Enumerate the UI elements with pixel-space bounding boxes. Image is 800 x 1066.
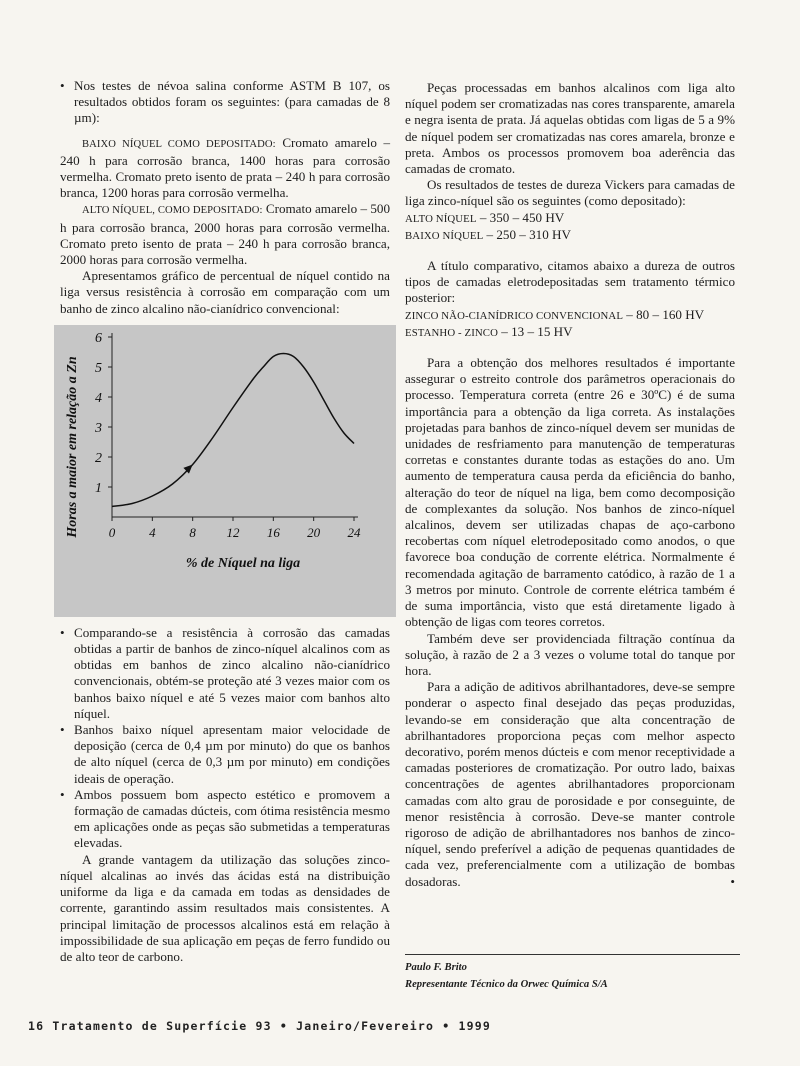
author-name: Paulo F. Brito xyxy=(405,962,467,973)
hv-tin-label: ESTANHO - ZINCO xyxy=(405,326,498,339)
nickel-corrosion-chart xyxy=(54,325,396,617)
right-column xyxy=(405,80,735,890)
salt-spray-bullet-list xyxy=(60,78,390,127)
author-signature xyxy=(405,954,740,993)
left-column xyxy=(60,78,390,965)
vickers-intro: Os resultados de testes de dureza Vickers para camadas de liga zinco-níquel são os seguintes (como depositado): xyxy=(405,177,735,209)
article-end-mark: • xyxy=(730,873,735,889)
chart-svg xyxy=(54,325,396,617)
comparison-bullet-2: • Banhos baixo níquel apresentam maior velocidade de deposição (cerca de 0,4 µm por minuto) do que os banhos de alto níquel (cerca de 0,3 µm por minuto) em condições ideais de operação. xyxy=(60,722,390,787)
result-low-label: BAIXO NÍQUEL COMO DEPOSITADO: xyxy=(82,138,276,150)
hv-conventional-zinc xyxy=(405,307,735,324)
chart-y-tick-label: 4 xyxy=(95,390,102,406)
comparison-bullet-3: • Ambos possuem bom aspecto estético e promovem a formação de camadas dúcteis, com ótima resistência mesmo em aplicações onde as peças são submetidas a temperaturas elevadas. xyxy=(60,787,390,852)
chart-x-tick-label: 4 xyxy=(149,524,156,540)
comparison-paragraph: A título comparativo, citamos abaixo a dureza de outros tipos de camadas eletrodepositadas sem tratamento térmico posterior: xyxy=(405,258,735,306)
result-low-nickel xyxy=(60,135,390,202)
chart-y-tick-label: 2 xyxy=(95,450,102,466)
result-high-text: Cromato amarelo – 500 h para corrosão branca, 2000 horas para corrosão vermelha. Cromato preto isento de prata – 240 h para corrosão branca, 2000 horas para corrosão vermelha. xyxy=(60,201,390,268)
hv-low-nickel xyxy=(405,227,735,244)
hv-high-value: – 350 – 450 HV xyxy=(476,209,565,225)
brighteners-text: Para a adição de aditivos abrilhantadores, deve-se sempre ponderar o aspecto final desejado das peças produzidas, levando-se em consideração que alta concentração de abrilhantadores proporciona peças com melhor aspecto decorativo, porém menos dúcteis e com menor receptividade a camadas posteriores de cromatização. Por outro lado, baixas concentrações de agentes abrilhantadores proporcionam camadas com alto grau de porosidade e por conseguinte, de menor resistência à corrosão. Deve-se manter controle rigoroso de adição de abrilhantadores nos banhos de zinco-níquel, sendo preferível a adição de pequenas quantidades de cada vez, preferencialmente com a utilização de bombas dosadoras. xyxy=(405,679,735,889)
signature-rule xyxy=(405,954,740,955)
comparison-bullet-list xyxy=(60,625,390,852)
filtration-paragraph: Também deve ser providenciada filtração contínua da solução, à razão de 2 a 3 vezes o volume total do tanque por hora. xyxy=(405,630,735,678)
hv-tin-value: – 13 – 15 HV xyxy=(498,323,573,339)
brighteners-paragraph xyxy=(405,679,735,890)
process-control-paragraph: Para a obtenção dos melhores resultados é importante assegurar o estreito controle dos parâmetros operacionais do processo. Temperatura correta (entre 26 e 30ºC) é de suma importância para a obtenção da liga correta. As instalações projetadas para banhos de zinco-níquel devem ser munidas de unidades de resfriamento para manutenção de temperaturas corretas e constantes durante todas as estações do ano. Um aumento de temperatura causa perda da eficiência do banho, alteração do teor de níquel na liga, bem como decomposição de complexantes da solução. Nos banhos de zinco-níquel alcalinos, devem ser utilizadas chapas de aço-carbono recobertas com níquel eletrodepositado como anodos, o que favorece boa condução de corrente elétrica. Normalmente é recomendada agitação de barramento catódico, à razão de 1 a 3 metros por minuto. Controle de corrente elétrica também é de suma importância, visto que está diretamente ligado à obtenção de ligas com teores corretos. xyxy=(405,355,735,630)
chart-y-axis-label: Horas a maior em relação a Zn xyxy=(65,356,80,538)
chart-y-tick-label: 6 xyxy=(95,330,102,346)
chart-x-tick-label: 16 xyxy=(266,524,280,540)
chart-y-tick-label: 1 xyxy=(95,480,102,496)
chart-x-tick-label: 24 xyxy=(347,524,361,540)
chart-x-tick-label: 8 xyxy=(189,524,196,540)
chart-y-tick-label: 3 xyxy=(95,420,102,436)
comparison-bullet-1: • Comparando-se a resistência à corrosão das camadas obtidas a partir de banhos de zinco-níquel alcalinos com as obtidas em banhos de zinco alcalino não-cianídrico convencionais, obtém-se proteção até 3 vezes maior com os banhos baixo níquel e até 5 vezes maior com banhos alto níquel. xyxy=(60,625,390,722)
page-footer: 16 Tratamento de Superfície 93 • Janeiro/Fevereiro • 1999 xyxy=(28,1019,492,1033)
hv-high-label: ALTO NÍQUEL xyxy=(405,212,477,225)
chart-series-line-0 xyxy=(112,353,354,506)
chart-x-tick-label: 12 xyxy=(226,524,240,540)
result-low-text: Cromato amarelo – 240 h para corrosão branca, 1400 horas para corrosão vermelha. Cromato preto isento de prata – 240 h para corrosão branca, 1200 horas para corrosão vermelha. xyxy=(60,134,391,201)
hv-conv-value: – 80 – 160 HV xyxy=(623,306,705,322)
hv-conv-label: ZINCO NÃO-CIANÍDRICO CONVENCIONAL xyxy=(405,309,624,322)
chart-x-axis-label: % de Níquel na liga xyxy=(185,555,301,571)
salt-spray-results xyxy=(60,135,390,269)
chart-x-tick-label: 0 xyxy=(108,524,116,540)
author-role: Representante Técnico da Orwec Química S/A xyxy=(405,979,608,990)
result-high-label: ALTO NÍQUEL, COMO DEPOSITADO: xyxy=(82,205,263,217)
chromate-paragraph: Peças processadas em banhos alcalinos com liga alto níquel podem ser cromatizadas nas cores transparente, amarela e negra isenta de prata. Já aquelas obtidas com ligas de 5 a 9% de níquel podem ser cromatizadas nas cores amarela, bronze e preta. Ambos os processos promovem boa aderência das camadas de cromato. xyxy=(405,80,735,177)
chart-x-tick-label: 20 xyxy=(307,524,321,540)
result-high-nickel xyxy=(60,201,390,268)
closing-paragraph: A grande vantagem da utilização das soluções zinco-níquel alcalinas ao invés das ácidas está na distribuição uniforme da liga e da camada em todas as densidades de corrente, garantindo assim resultados mais consistentes. A principal limitação de processos alcalinos está em relação à impossibilidade de sua aplicação em peças de ferro fundido ou de alto teor de carbono. xyxy=(60,851,390,964)
hv-low-label: BAIXO NÍQUEL xyxy=(405,229,484,242)
hv-tin-zinc xyxy=(405,324,735,341)
chart-y-tick-label: 5 xyxy=(95,360,102,376)
hv-low-value: – 250 – 310 HV xyxy=(483,226,571,242)
salt-spray-bullet: • Nos testes de névoa salina conforme ASTM B 107, os resultados obtidos foram os seguintes: (para camadas de 8 µm): xyxy=(60,78,390,127)
hv-high-nickel xyxy=(405,210,735,227)
chart-intro: Apresentamos gráfico de percentual de níquel contido na liga versus resistência à corrosão em comparação com um banho de zinco alcalino não-cianídrico convencional: xyxy=(60,268,390,316)
